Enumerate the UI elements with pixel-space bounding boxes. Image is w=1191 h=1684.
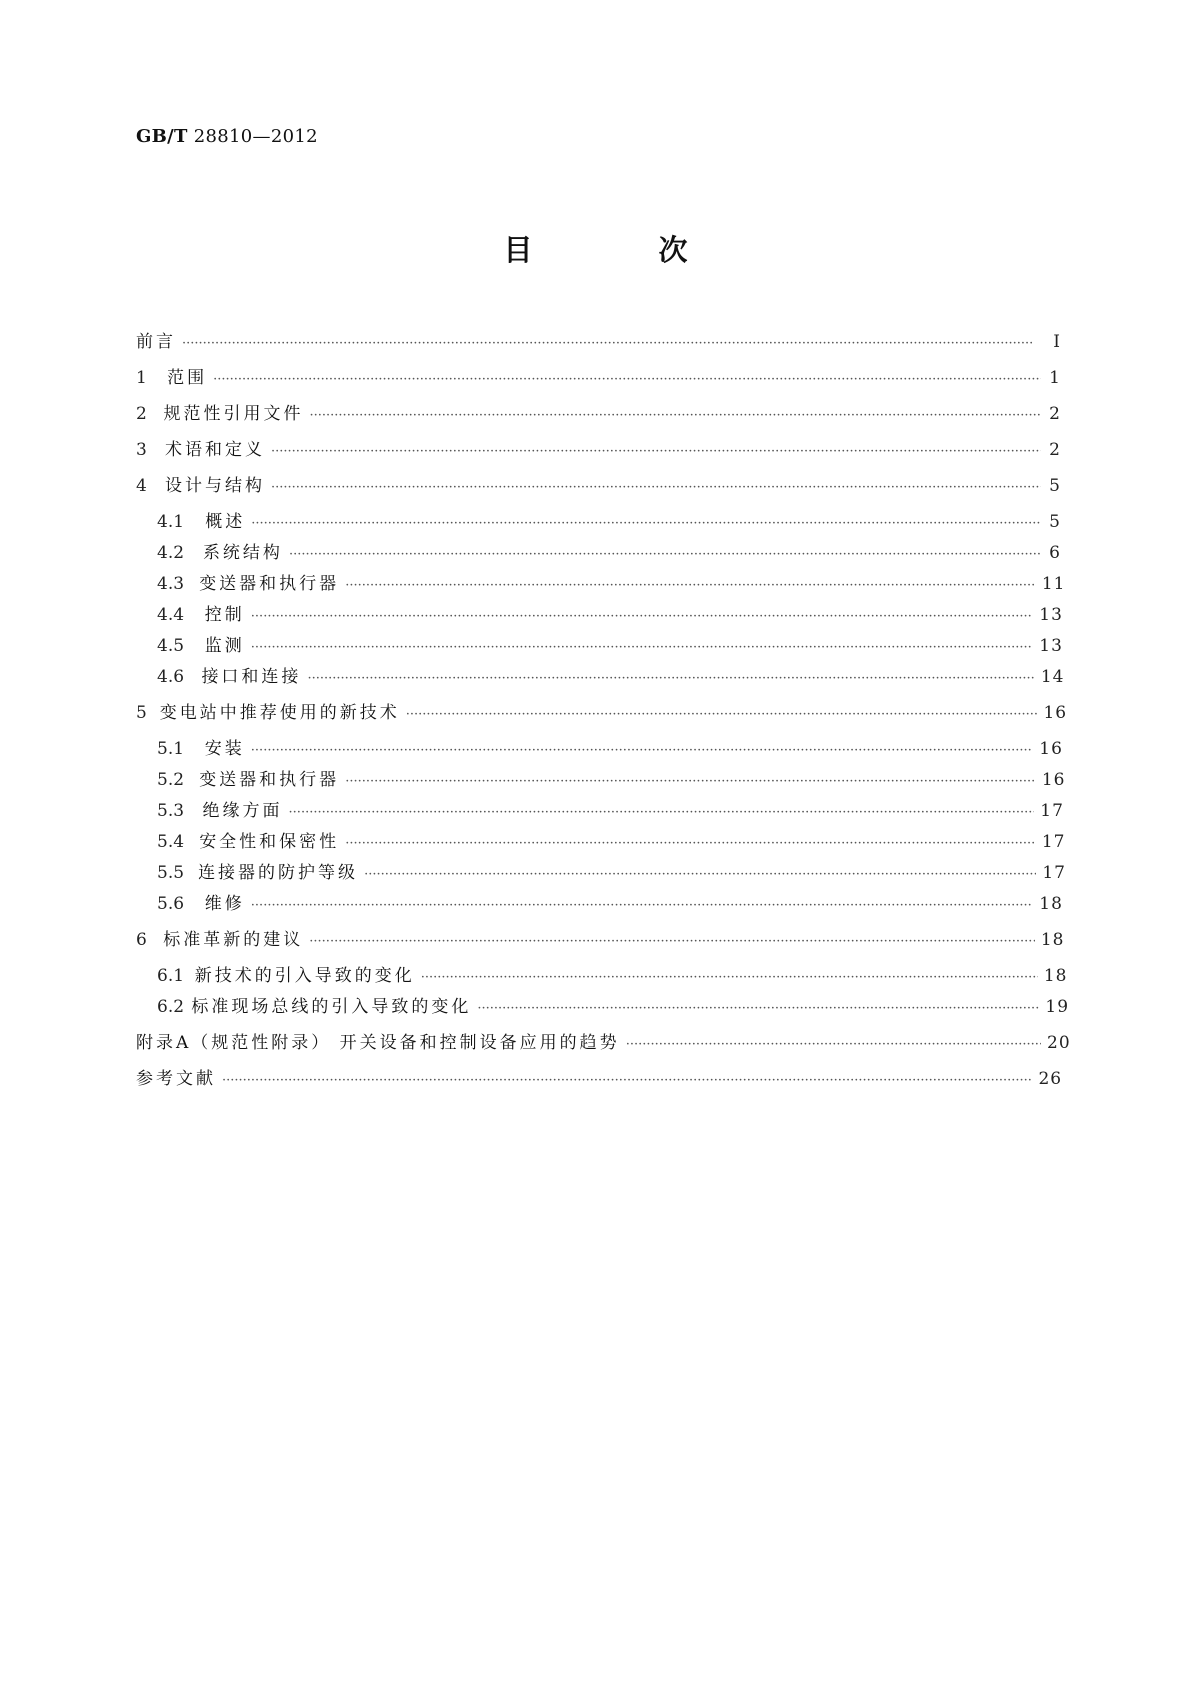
toc-dot-leader — [626, 1033, 1041, 1057]
toc-dot-leader — [310, 404, 1042, 428]
toc-entry-number: 4.2 — [157, 543, 185, 563]
toc-entry-page: 20 — [1047, 1033, 1071, 1053]
toc-entry-label: 安装 — [204, 739, 245, 759]
toc-entry[interactable] — [157, 892, 1061, 916]
toc-entry-label: 新技术的引入导致的变化 — [194, 966, 415, 986]
toc-entry-label: 变送器和执行器 — [199, 770, 340, 790]
toc-entry[interactable] — [157, 737, 1061, 761]
toc-entry-page: 18 — [1043, 966, 1068, 986]
toc-entry[interactable] — [136, 701, 1068, 725]
toc-entry-label: 附录A（规范性附录） 开关设备和控制设备应用的趋势 — [136, 1033, 620, 1053]
toc-dot-leader — [222, 1069, 1032, 1093]
toc-entry-number: 5.2 — [157, 770, 185, 790]
toc-entry[interactable] — [157, 995, 1070, 1019]
toc-entry[interactable] — [157, 634, 1061, 658]
toc-entry[interactable] — [136, 366, 1061, 390]
toc-entry[interactable] — [136, 474, 1061, 498]
toc-entry-page: 16 — [1043, 703, 1068, 723]
page-title: 目 次 — [503, 233, 746, 267]
toc-entry-number: 6 — [136, 930, 147, 950]
toc-entry[interactable] — [136, 928, 1065, 952]
toc-entry[interactable] — [136, 402, 1061, 426]
toc-entry-label: 范围 — [167, 368, 208, 388]
toc-entry[interactable] — [136, 1031, 1071, 1055]
toc-entry[interactable] — [136, 438, 1061, 462]
toc-entry[interactable] — [157, 541, 1061, 565]
toc-entry-label: 系统结构 — [202, 543, 283, 563]
toc-entry-number: 4.3 — [157, 574, 185, 594]
toc-dot-leader — [345, 770, 1036, 794]
toc-entry-number: 5.6 — [157, 894, 185, 914]
toc-entry-page: 2 — [1049, 440, 1061, 460]
toc-entry-number: 4.5 — [157, 636, 185, 656]
toc-entry-page: 5 — [1049, 476, 1061, 496]
toc-dot-leader — [406, 703, 1038, 727]
toc-dot-leader — [182, 332, 1041, 356]
toc-entry-label: 监测 — [204, 636, 245, 656]
toc-entry[interactable] — [136, 330, 1061, 354]
toc-entry-label: 标准革新的建议 — [163, 930, 304, 950]
toc-entry-page: 19 — [1045, 997, 1070, 1017]
toc-entry-page: 17 — [1042, 863, 1066, 883]
toc-entry-number: 4.4 — [157, 605, 185, 625]
toc-entry-number: 5 — [136, 703, 147, 723]
toc-entry[interactable] — [136, 1067, 1061, 1091]
toc-entry[interactable] — [157, 572, 1066, 596]
toc-entry-page: 17 — [1040, 801, 1064, 821]
toc-entry-page: 6 — [1049, 543, 1061, 563]
toc-entry-label: 变电站中推荐使用的新技术 — [159, 703, 400, 723]
toc-entry-label: 标准现场总线的引入导致的变化 — [191, 997, 472, 1017]
toc-entry-label: 前言 — [136, 332, 176, 352]
toc-dot-leader — [477, 997, 1039, 1021]
toc-entry[interactable] — [157, 799, 1064, 823]
document-code-number: 28810—2012 — [193, 126, 318, 147]
toc-dot-leader — [251, 894, 1033, 918]
toc-entry-number: 4.1 — [157, 512, 185, 532]
toc-entry-page: 14 — [1040, 667, 1065, 687]
toc-dot-leader — [271, 440, 1041, 464]
toc-entry-page: 18 — [1039, 894, 1063, 914]
toc-entry-label: 设计与结构 — [164, 476, 265, 496]
toc-entry-number: 6.2 — [157, 997, 185, 1017]
toc-entry-number: 5.1 — [157, 739, 185, 759]
toc-entry-page: 13 — [1039, 636, 1063, 656]
document-code-prefix: GB/T — [136, 126, 188, 147]
toc-entry-label: 概述 — [205, 512, 246, 532]
toc-entry[interactable] — [157, 861, 1066, 885]
toc-entry-page: 11 — [1041, 574, 1066, 594]
toc-dot-leader — [309, 930, 1035, 954]
toc-entry-number: 5.4 — [157, 832, 185, 852]
toc-dot-leader — [213, 368, 1041, 392]
toc-entry-page: 5 — [1049, 512, 1061, 532]
toc-entry-page: 16 — [1041, 770, 1066, 790]
toc-entry-number: 5.5 — [157, 863, 185, 883]
toc-dot-leader — [251, 605, 1033, 629]
toc-entry-page: Ⅰ — [1053, 332, 1061, 352]
toc-entry-number: 1 — [136, 368, 147, 388]
toc-entry-label: 维修 — [204, 894, 245, 914]
toc-entry-page: 16 — [1039, 739, 1063, 759]
toc-entry-page: 2 — [1049, 404, 1061, 424]
toc-entry-label: 规范性引用文件 — [163, 404, 304, 424]
toc-dot-leader — [345, 832, 1036, 856]
toc-entry-number: 4 — [136, 476, 147, 496]
toc-entry-number: 2 — [136, 404, 147, 424]
toc-entry-label: 术语和定义 — [164, 440, 265, 460]
toc-entry-number: 6.1 — [157, 966, 185, 986]
toc-entry-page: 1 — [1049, 368, 1061, 388]
toc-entry-page: 18 — [1040, 930, 1065, 950]
toc-entry[interactable] — [157, 665, 1065, 689]
toc-dot-leader — [421, 966, 1038, 990]
toc-dot-leader — [271, 476, 1041, 500]
toc-dot-leader — [251, 739, 1033, 763]
toc-entry[interactable] — [157, 830, 1066, 854]
toc-dot-leader — [364, 863, 1036, 887]
toc-entry-label: 安全性和保密性 — [199, 832, 340, 852]
toc-entry-label: 变送器和执行器 — [199, 574, 340, 594]
toc-entry-page: 26 — [1038, 1069, 1063, 1089]
toc-entry-number: 5.3 — [157, 801, 185, 821]
toc-entry[interactable] — [157, 510, 1061, 534]
toc-entry-label: 参考文献 — [136, 1069, 216, 1089]
toc-entry[interactable] — [157, 964, 1068, 988]
toc-entry-label: 绝缘方面 — [202, 801, 283, 821]
toc-entry-number: 3 — [136, 440, 147, 460]
toc-dot-leader — [289, 543, 1041, 567]
toc-dot-leader — [251, 512, 1041, 536]
toc-entry-page: 17 — [1041, 832, 1066, 852]
toc-entry[interactable] — [157, 768, 1066, 792]
toc-dot-leader — [289, 801, 1035, 825]
toc-dot-leader — [345, 574, 1036, 598]
toc-dot-leader — [251, 636, 1033, 660]
toc-entry-label: 接口和连接 — [201, 667, 302, 687]
toc-entry-label: 连接器的防护等级 — [198, 863, 359, 883]
toc-entry-page: 13 — [1039, 605, 1063, 625]
toc-dot-leader — [307, 667, 1034, 691]
toc-entry[interactable] — [157, 603, 1061, 627]
toc-entry-number: 4.6 — [157, 667, 185, 687]
toc-entry-label: 控制 — [204, 605, 245, 625]
